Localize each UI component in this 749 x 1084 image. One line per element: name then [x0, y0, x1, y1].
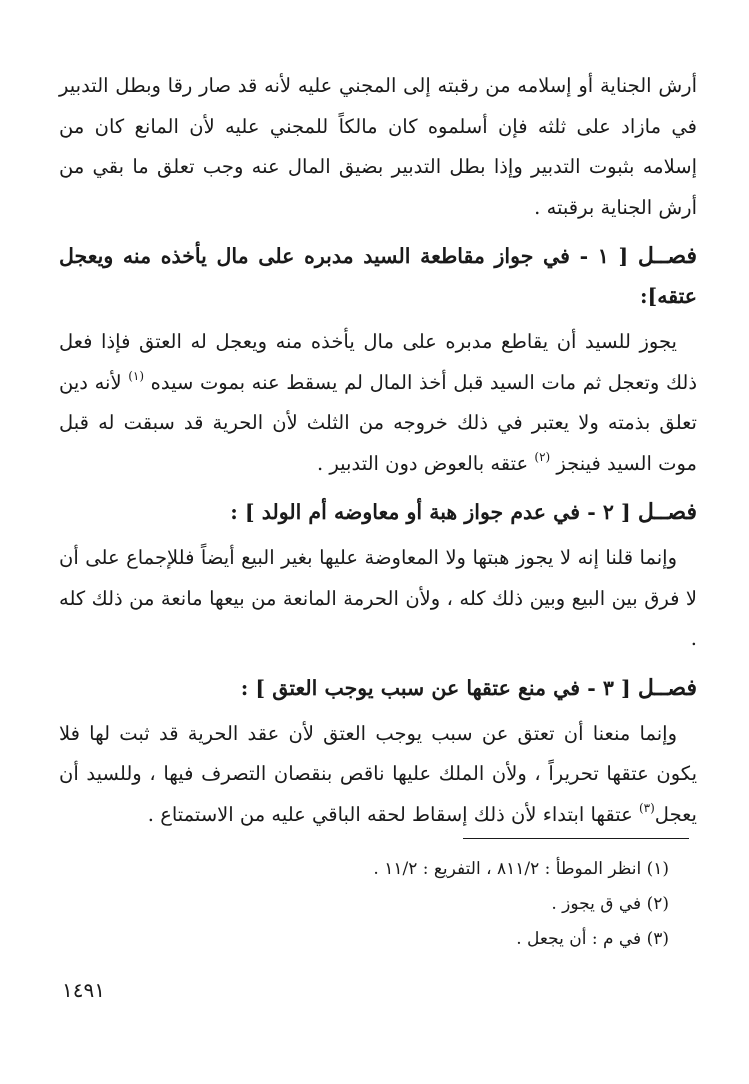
footnote-ref-1[interactable]: (١): [128, 368, 145, 383]
opening-paragraph: أرش الجناية أو إسلامه من رقبته إلى المجني عليه لأنه قد صار رقا وبطل التدبير في مازاد على ثلثه فإن أسلموه كان مالكاً للمجني عليه لأن المانع كان من إسلامه بثبوت التدبير وإذا بطل التدبير بضيق المال عنه وجب تعلق ما بقي من أرش الجناية برقبته .: [59, 74, 697, 219]
section-3-text-a: وإنما منعنا أن تعتق عن سبب يوجب العتق لأن عقد الحرية قد ثبت لها فلا يكون عتقها تحريراً ، ولأن الملك عليها ناقص بنقصان التصرف فيها ، وللسيد أن يعجل: [59, 721, 697, 826]
section-3-body: [59, 714, 697, 836]
section-1-text-b: لأنه دين تعلق بذمته ولا يعتبر في ذلك خروجه من الثلث لأن الحرية قد سبقت له قبل موت السيد فينجز: [59, 370, 697, 475]
footnote-2: (٢) في ق يجوز .: [551, 894, 669, 914]
section-1-heading-title: [ ١ - في جواز مقاطعة السيد مدبره على مال يأخذه منه ويعجل عتقه]:: [59, 244, 697, 308]
section-1-text-a: يجوز للسيد أن يقاطع مدبره على مال يأخذه منه ويعجل له العتق فإذا فعل ذلك وتعجل ثم مات السيد قبل أخذ المال لم يسقط عنه بموت سيده: [59, 330, 698, 394]
footnote-3: (٣) في م : أن يجعل .: [516, 929, 669, 949]
section-2-heading: [59, 492, 697, 532]
page-number: ١٤٩١: [62, 978, 105, 1002]
section-3-heading-title: [ ٣ - في منع عتقها عن سبب يوجب العتق ] :: [240, 675, 631, 700]
section-3-heading: [59, 668, 697, 708]
footnotes: [109, 852, 669, 957]
section-1-heading: [59, 236, 697, 316]
section-1-text-c: عتقه بالعوض دون التدبير .: [317, 451, 529, 475]
footnote-divider: [463, 838, 689, 839]
section-1-heading-lead: فصــل: [637, 243, 697, 269]
section-2-body: وإنما قلنا إنه لا يجوز هبتها ولا المعاوضة عليها بغير البيع أيضاً فللإجماع على أن لا فرق بين البيع وبين ذلك كله ، ولأن الحرمة المانعة من بيعها مانعة من ذلك كله .: [59, 546, 697, 650]
main-text: [59, 66, 697, 835]
section-3-text-b: عتقها ابتداء لأن ذلك إسقاط لحقه الباقي عليه من الاستمتاع .: [147, 802, 633, 826]
footnote-ref-2[interactable]: (٢): [534, 449, 551, 464]
section-2-heading-title: [ ٢ - في عدم جواز هبة أو معاوضه أم الولد ] :: [230, 500, 631, 524]
footnote-ref-3[interactable]: (٣): [638, 800, 655, 815]
section-2-heading-lead: فصــل: [637, 499, 697, 525]
section-1-body: [59, 322, 697, 484]
section-3-heading-lead: فصــل: [637, 674, 697, 701]
footnote-1: (١) انظر الموطأ : ٨١١/٢ ، التفريع : ١١/٢ .: [373, 859, 669, 879]
